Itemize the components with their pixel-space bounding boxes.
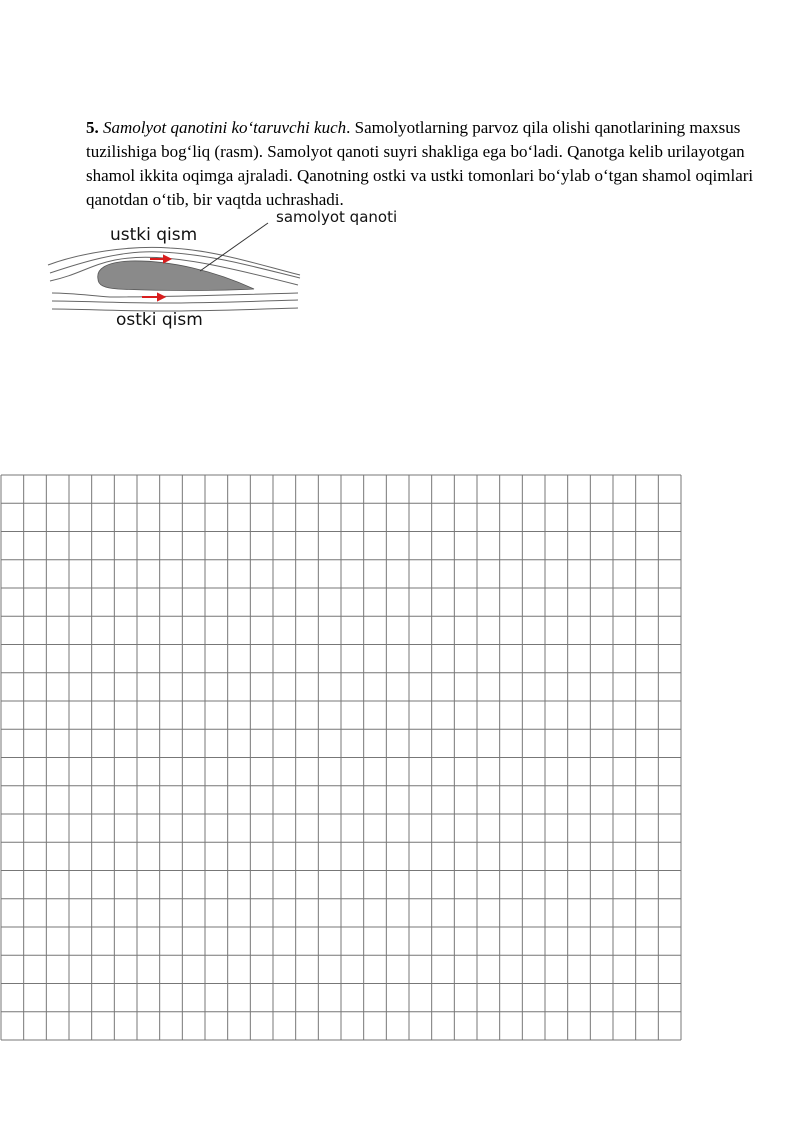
task-title-period: .: [346, 118, 351, 137]
top-flow-arrowhead: [164, 256, 170, 262]
wing-airflow-figure: [40, 205, 410, 340]
graph-paper-grid: [0, 474, 684, 1042]
streamline: [52, 300, 298, 303]
task-number: 5.: [86, 118, 99, 137]
airfoil-wing: [98, 261, 254, 291]
streamline: [52, 293, 298, 297]
wing-label: samolyot qanoti: [276, 208, 398, 226]
task-paragraph: [86, 116, 766, 212]
task-title: Samolyot qanotini ko‘taruvchi kuch: [103, 118, 347, 137]
top-side-label: ustki qism: [110, 225, 198, 245]
bottom-side-label: ostki qism: [116, 310, 203, 330]
task-body: Samolyotlarning parvoz qila olishi qanotlarining maxsus tuzilishiga bog‘liq (rasm). Samolyot qanoti suyri shakliga ega bo‘ladi. Qanotga kelib urilayotgan shamol ikkita oqimga ajraladi. Qanotning ostki va ustki tomonlari bo‘ylab o‘tgan shamol oqimlari qanotdan o‘tib, bir vaqtda uchrashadi.: [86, 118, 754, 209]
bottom-flow-arrowhead: [158, 294, 164, 300]
